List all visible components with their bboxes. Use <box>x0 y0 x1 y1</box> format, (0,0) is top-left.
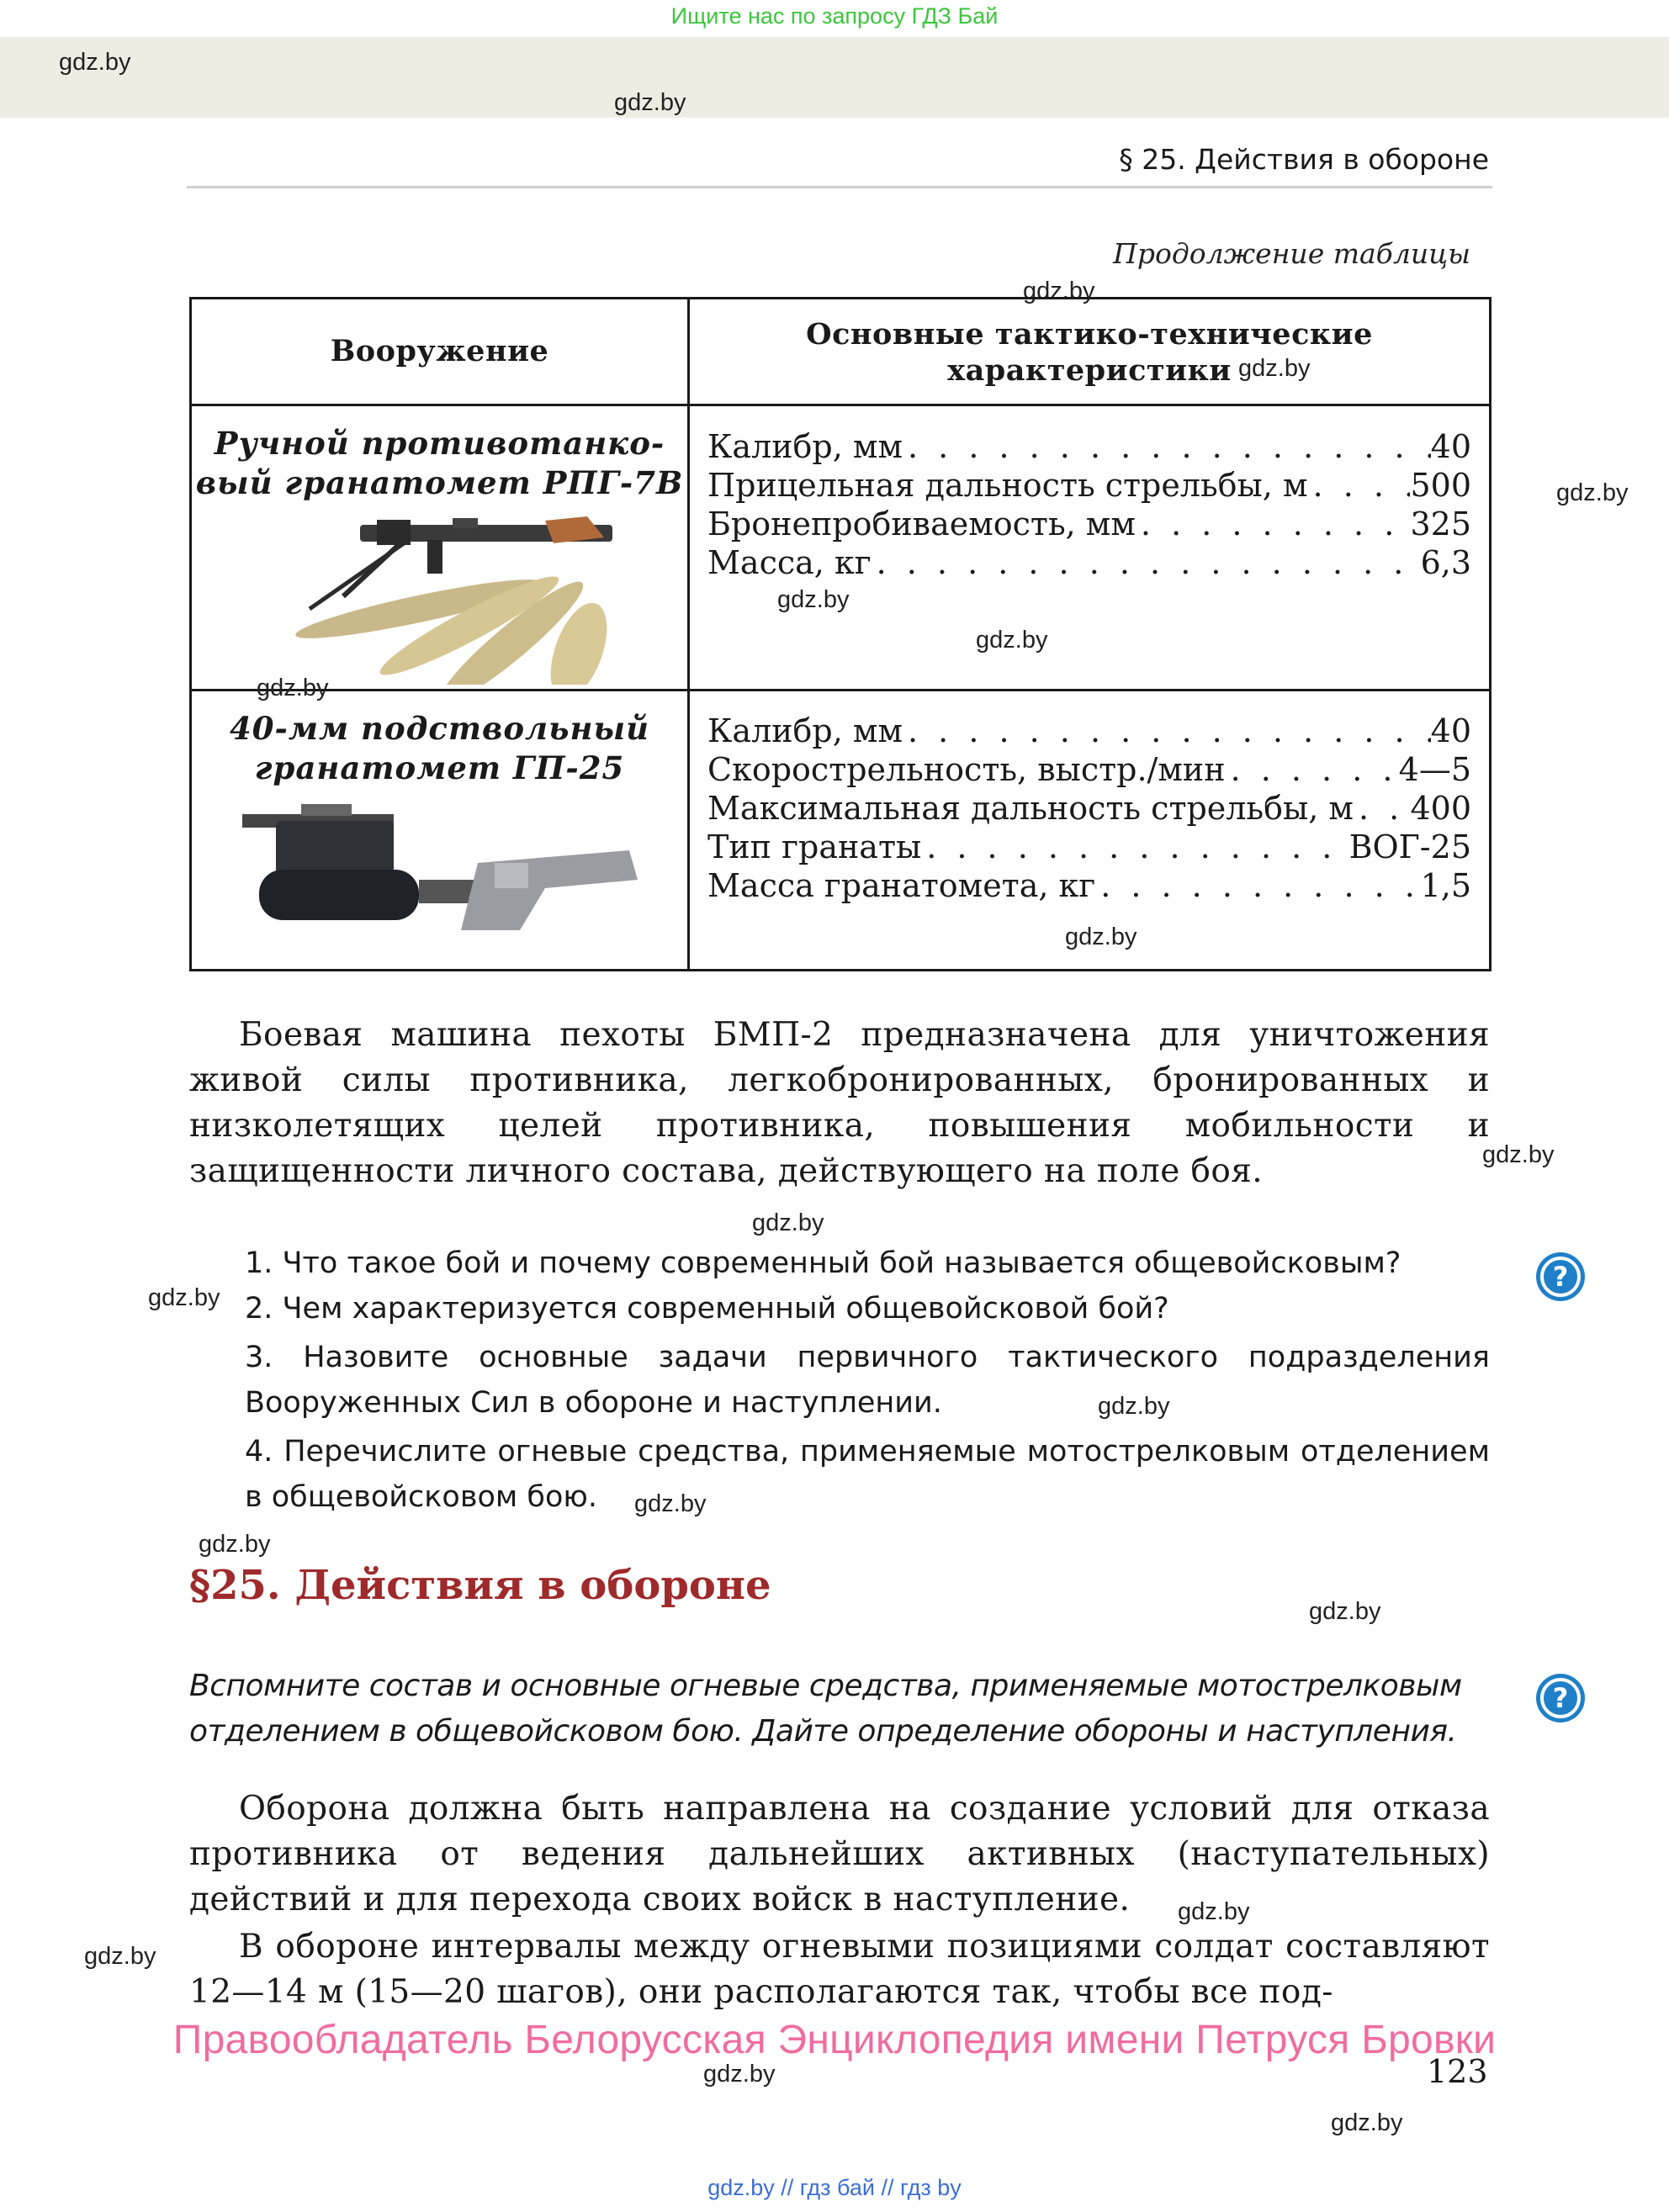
top-search-banner[interactable]: Ищите нас по запросу ГДЗ Бай <box>670 3 999 29</box>
spec-row <box>707 789 1471 828</box>
header-weapon: Вооружение <box>330 334 549 368</box>
weapon-name-rpg7v <box>192 424 687 503</box>
watermark: gdz.by <box>1098 1393 1170 1420</box>
weapon-name-line: 40-мм подствольный <box>229 710 650 747</box>
weapon-name-line: Ручной противотанко- <box>214 425 665 462</box>
spec-label: Максимальная дальность стрельбы, м <box>707 790 1354 827</box>
spec-label: Тип гранаты <box>707 828 922 865</box>
weapon-name-line: гранатомет ГП-25 <box>254 749 625 786</box>
question-item <box>189 1286 1490 1331</box>
question-number: 3. <box>245 1341 273 1374</box>
leader-dots <box>903 427 1431 466</box>
question-number: 2. <box>245 1292 273 1326</box>
watermark: gdz.by <box>1556 479 1629 506</box>
spec-row <box>707 712 1471 750</box>
spec-row <box>707 505 1471 543</box>
watermark: gdz.by <box>59 49 131 76</box>
header-specs <box>690 316 1489 389</box>
section-title: §25. Действия в обороне <box>189 1562 771 1609</box>
spec-value: 40 <box>1430 428 1471 465</box>
question-circle-icon <box>1536 1674 1585 1723</box>
rpg-7v-image <box>234 516 654 685</box>
page-number: 123 <box>1427 2053 1488 2090</box>
watermark: gdz.by <box>634 1490 707 1517</box>
intro-line: Вспомните состав и основные огневые средства, применяемые мотострелковым <box>189 1669 1462 1703</box>
watermark: gdz.by <box>703 2061 776 2088</box>
defense-paragraph-1: Оборона должна быть направлена на создание условий для отказа противника от ведения дальнейших активных (наступательных) действий и для перехода своих войск в наступление. <box>189 1790 1490 1918</box>
review-questions <box>189 1241 1490 1520</box>
spec-row <box>707 828 1471 866</box>
spec-row <box>707 427 1471 466</box>
question-text: Чем характеризуется современный общевойсковой бой? <box>282 1292 1169 1326</box>
weapons-table <box>189 297 1492 971</box>
leader-dots <box>903 712 1431 750</box>
spec-label: Масса гранатомета, кг <box>707 867 1096 904</box>
table-row-divider <box>192 689 1489 691</box>
bottom-links[interactable]: gdz.by // гдз бай // гдз by <box>707 2175 962 2200</box>
question-mark: ? <box>1540 1257 1581 1297</box>
spec-label: Бронепробиваемость, мм <box>707 505 1136 542</box>
leader-dots <box>1136 505 1411 543</box>
watermark: gdz.by <box>1065 923 1137 950</box>
spec-value: 4—5 <box>1398 751 1471 788</box>
spec-label: Калибр, мм <box>707 428 903 465</box>
header-specs-line: характеристики <box>947 353 1232 388</box>
question-item <box>189 1241 1490 1286</box>
spec-row <box>707 466 1471 505</box>
spec-value: ВОГ-25 <box>1348 828 1471 865</box>
question-circle-icon <box>1536 1252 1585 1301</box>
running-header: § 25. Действия в обороне <box>1119 143 1489 176</box>
watermark: gdz.by <box>1309 1598 1381 1625</box>
spec-row <box>707 866 1471 905</box>
intro-line: отделением в общевойсковом бою. Дайте определение обороны и наступления. <box>189 1714 1457 1749</box>
watermark: gdz.by <box>1023 278 1095 304</box>
watermark: gdz.by <box>752 1209 824 1236</box>
leader-dots <box>921 828 1348 866</box>
spec-value: 1,5 <box>1420 867 1471 904</box>
copyright-notice: Правообладатель Белорусская Энциклопедия имени Петруся Бровки <box>172 2018 1497 2062</box>
watermark: gdz.by <box>1482 1141 1555 1168</box>
spec-row <box>707 543 1471 582</box>
spec-label: Масса, кг <box>707 544 872 581</box>
leader-dots <box>1226 750 1399 789</box>
question-item <box>189 1429 1490 1520</box>
spec-label: Скорострельность, выстр./мин <box>707 751 1226 788</box>
spec-value: 325 <box>1410 505 1471 542</box>
spec-value: 500 <box>1410 467 1471 504</box>
defense-paragraph-2: В обороне интервалы между огневыми позициями солдат составляют 12—14 м (15—20 шагов), они располагаются так, чтобы все под- <box>189 1928 1490 2011</box>
watermark: gdz.by <box>1178 1898 1250 1925</box>
question-item <box>189 1335 1490 1426</box>
watermark: gdz.by <box>257 675 329 701</box>
weapon-name-gp25 <box>192 709 687 788</box>
specs-gp25 <box>707 712 1471 905</box>
specs-rpg7v <box>707 427 1471 582</box>
question-text: Перечислите огневые средства, применяемые мотострелковым отделением в общевойсковом бою. <box>245 1435 1490 1514</box>
header-specs-line: Основные тактико-технические <box>806 317 1373 352</box>
leader-dots <box>1095 866 1420 905</box>
spec-value: 40 <box>1430 712 1471 749</box>
leader-dots <box>1308 466 1411 505</box>
gp-25-image <box>242 804 638 947</box>
spec-label: Прицельная дальность стрельбы, м <box>707 467 1308 504</box>
watermark: gdz.by <box>777 586 850 613</box>
watermark: gdz.by <box>199 1531 271 1558</box>
table-column-divider <box>687 299 690 969</box>
watermark: gdz.by <box>1331 2109 1403 2136</box>
leader-dots <box>1354 789 1411 828</box>
spec-value: 400 <box>1410 790 1471 827</box>
question-text: Назовите основные задачи первичного тактического подразделения Вооруженных Сил в обороне и наступлении. <box>245 1341 1490 1420</box>
question-text: Что такое бой и почему современный бой называется общевойсковым? <box>282 1246 1401 1280</box>
watermark: gdz.by <box>976 627 1048 654</box>
watermark: gdz.by <box>614 89 686 116</box>
question-number: 4. <box>245 1435 273 1468</box>
table-row-divider <box>192 404 1489 406</box>
intro-prompt <box>189 1664 1502 1754</box>
watermark: gdz.by <box>148 1284 220 1311</box>
question-number: 1. <box>245 1246 273 1280</box>
spec-row <box>707 750 1471 789</box>
question-mark: ? <box>1540 1678 1581 1718</box>
watermark: gdz.by <box>84 1943 156 1970</box>
weapon-name-line: вый гранатомет РПГ-7В <box>195 464 684 501</box>
leader-dots <box>872 543 1421 582</box>
spec-value: 6,3 <box>1420 544 1471 581</box>
top-band <box>0 37 1669 118</box>
watermark: gdz.by <box>1238 355 1311 382</box>
bmp-paragraph: Боевая машина пехоты БМП-2 предназначена для уничтожения живой силы противника, легкобронированных, бронированных и низколетящих целей противника, повышения мобильности и защищенности личного состава, действующего на поле боя. <box>189 1016 1490 1190</box>
header-divider <box>187 186 1492 188</box>
spec-label: Калибр, мм <box>707 712 903 749</box>
table-continuation-label: Продолжение таблицы <box>1113 237 1470 270</box>
